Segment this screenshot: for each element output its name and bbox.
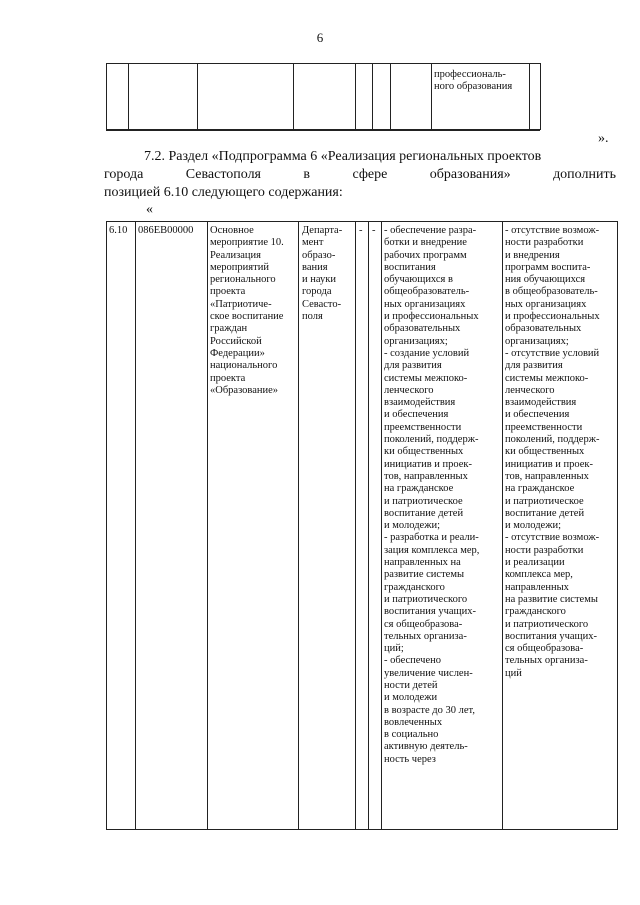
closing-quote-mark: ».: [598, 131, 609, 146]
cell-end: -: [372, 225, 376, 236]
cell-start: -: [359, 225, 363, 236]
cell-result: - обеспечение разра- ботки и внедрение рабочих программ воспитания обучающихся в общеобразователь- ных организациях и профессиональных образовательных организациях; - создание условий для развития системы межпоко- ленческого взаимодействия и обеспечения преемственности поколений, поддерж- ки общественных инициатив и проек- тов, направленных на гражданское и патриотическое воспитание детей и молодежи; - разработка и реали- зация комплекса мер, направленных на развитие системы гражданского и патриотического воспитания учащих- ся общеобразова- тельных организа- ций; - обеспечено увеличение числен- ности детей и молодежи в возрасте до 30 лет, вовлеченных в социально активную деятель- ность через: [384, 225, 480, 765]
paragraph-word: города: [104, 167, 144, 182]
paragraph-word: Севастополя: [185, 167, 261, 182]
cell-executor: Департа- мент образо- вания и науки города Севасто- поля: [302, 225, 343, 323]
paragraph-word: в: [303, 167, 311, 182]
cell-name: Основное мероприятие 10. Реализация мероприятий регионального проекта «Патриотиче- ское воспитание граждан Российской Федерации» национального проекта «Образование»: [210, 225, 284, 396]
cell-number: 6.10: [109, 225, 128, 236]
cell-code: 086ЕВ00000: [138, 225, 194, 236]
paragraph-word: сфере: [352, 167, 388, 182]
paragraph-line-3: позицией 6.10 следующего содержания:: [104, 185, 343, 200]
top-table-cell-text: профессиональ- ного образования: [434, 69, 513, 93]
cell-consequences: - отсутствие возмож- ности разработки и внедрения программ воспита- ния обучающихся в общеобразователь- ных организациях и профессиональных образовательных организациях; - отсутствие условий для развития системы межпоко- ленческого взаимодействия и обеспечения преемственности поколений, поддерж- ки общественных инициатив и проек- тов, направленных на гражданское и патриотическое воспитание детей и молодежи; - отсутствие возмож- ности разработки и реализации комплекса мер, направленных на развитие системы гражданского и патриотического воспитания учащих- ся общеобразова- тельных организа- ций: [505, 225, 600, 679]
paragraph-line-1: 7.2. Раздел «Подпрограмма 6 «Реализация региональных проектов: [144, 149, 542, 164]
paragraph-word: дополнить: [553, 167, 616, 182]
paragraph-word: образования»: [429, 167, 511, 182]
opening-quote-mark: «: [146, 202, 153, 217]
paragraph-line-2: [104, 166, 616, 184]
page-number: 6: [316, 30, 324, 45]
